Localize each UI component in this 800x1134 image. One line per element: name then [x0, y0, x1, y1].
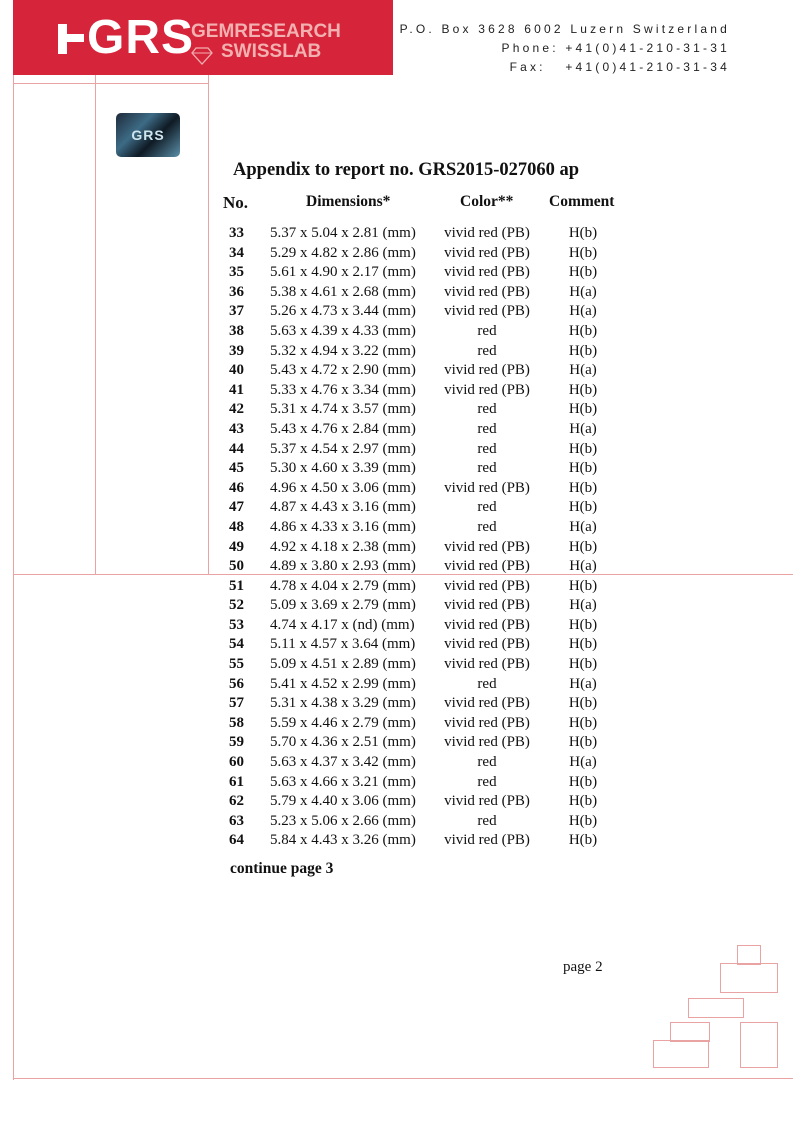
row-dimensions: 5.70 x 4.36 x 2.51 (mm)	[270, 734, 416, 751]
row-comment: H(b)	[568, 244, 598, 261]
row-dimensions: 5.41 x 4.52 x 2.99 (mm)	[270, 675, 416, 692]
row-comment: H(a)	[569, 303, 597, 320]
table-row	[0, 733, 800, 753]
row-comment: H(a)	[569, 362, 597, 379]
row-color: vivid red (PB)	[444, 362, 530, 379]
row-comment: H(a)	[569, 558, 597, 575]
row-color: red	[477, 812, 497, 829]
row-comment: H(b)	[568, 656, 598, 673]
row-dimensions: 5.61 x 4.90 x 2.17 (mm)	[270, 264, 416, 281]
row-number: 58	[229, 714, 244, 731]
row-color: vivid red (PB)	[444, 832, 530, 849]
row-dimensions: 4.96 x 4.50 x 3.06 (mm)	[270, 479, 416, 496]
row-number: 54	[229, 636, 244, 653]
row-number: 44	[229, 440, 244, 457]
table-row	[0, 773, 800, 793]
row-number: 36	[229, 283, 244, 300]
row-dimensions: 5.84 x 4.43 x 3.26 (mm)	[270, 832, 416, 849]
row-comment: H(b)	[568, 832, 598, 849]
row-number: 37	[229, 303, 244, 320]
row-color: vivid red (PB)	[444, 616, 530, 633]
deco-block	[653, 1040, 709, 1068]
row-number: 40	[229, 362, 244, 379]
table-row	[0, 322, 800, 342]
deco-block	[688, 998, 744, 1018]
table-row	[0, 675, 800, 695]
row-color: vivid red (PB)	[444, 636, 530, 653]
row-color: red	[477, 440, 497, 457]
row-comment: H(a)	[569, 420, 597, 437]
row-comment: H(a)	[569, 283, 597, 300]
row-comment: H(b)	[568, 499, 598, 516]
row-comment: H(a)	[569, 754, 597, 771]
row-number: 63	[229, 812, 244, 829]
table-row	[0, 440, 800, 460]
row-number: 42	[229, 401, 244, 418]
table-row	[0, 498, 800, 518]
fax-number: Fax: +41(0)41-210-31-34	[509, 60, 730, 74]
row-color: vivid red (PB)	[444, 244, 530, 261]
table-row	[0, 420, 800, 440]
row-dimensions: 5.11 x 4.57 x 3.64 (mm)	[270, 636, 416, 653]
page-title: Appendix to report no. GRS2015-027060 ap	[233, 160, 580, 180]
row-color: vivid red (PB)	[444, 695, 530, 712]
row-comment: H(b)	[568, 479, 598, 496]
row-dimensions: 5.79 x 4.40 x 3.06 (mm)	[270, 793, 416, 810]
table-row	[0, 400, 800, 420]
row-comment: H(b)	[568, 695, 598, 712]
row-dimensions: 5.38 x 4.61 x 2.68 (mm)	[270, 283, 416, 300]
row-dimensions: 4.86 x 4.33 x 3.16 (mm)	[270, 518, 416, 535]
row-comment: H(b)	[568, 773, 598, 790]
row-comment: H(b)	[568, 381, 598, 398]
table-row	[0, 302, 800, 322]
table-row	[0, 518, 800, 538]
row-comment: H(b)	[568, 440, 598, 457]
row-number: 55	[229, 656, 244, 673]
table-row	[0, 381, 800, 401]
row-comment: H(b)	[568, 401, 598, 418]
row-comment: H(a)	[569, 675, 597, 692]
row-dimensions: 4.87 x 4.43 x 3.16 (mm)	[270, 499, 416, 516]
row-color: vivid red (PB)	[444, 538, 530, 555]
row-color: vivid red (PB)	[444, 303, 530, 320]
table-row	[0, 538, 800, 558]
row-dimensions: 5.31 x 4.74 x 3.57 (mm)	[270, 401, 416, 418]
deco-block	[740, 1022, 778, 1068]
row-color: red	[477, 420, 497, 437]
header-dimensions: Dimensions*	[306, 193, 391, 210]
row-comment: H(b)	[568, 577, 598, 594]
row-comment: H(b)	[568, 322, 598, 339]
table-row	[0, 655, 800, 675]
page-number: page 2	[563, 959, 603, 975]
frame-horizontal-line	[13, 83, 209, 84]
frame-horizontal-bottom	[13, 1078, 793, 1079]
postal-address: P.O. Box 3628 6002 Luzern Switzerland	[399, 22, 730, 36]
row-number: 45	[229, 460, 244, 477]
deco-block	[737, 945, 761, 965]
row-comment: H(b)	[568, 225, 598, 241]
row-dimensions: 5.29 x 4.82 x 2.86 (mm)	[270, 244, 416, 261]
row-number: 46	[229, 479, 244, 496]
row-dimensions: 5.31 x 4.38 x 3.29 (mm)	[270, 695, 416, 712]
contact-address-block	[400, 20, 730, 77]
row-number: 43	[229, 420, 244, 437]
row-color: vivid red (PB)	[444, 793, 530, 810]
row-color: red	[477, 322, 497, 339]
phone-number: Phone: +41(0)41-210-31-31	[501, 41, 730, 55]
logo-line2: SWISSLAB	[221, 41, 322, 62]
row-dimensions: 5.09 x 3.69 x 2.79 (mm)	[270, 597, 416, 614]
header-banner	[13, 0, 393, 75]
header-color: Color**	[460, 193, 514, 210]
table-row	[0, 577, 800, 597]
row-color: red	[477, 675, 497, 692]
table-row	[0, 616, 800, 636]
row-number: 61	[229, 773, 244, 790]
table-row	[0, 244, 800, 264]
table-row	[0, 812, 800, 832]
row-dimensions: 5.32 x 4.94 x 3.22 (mm)	[270, 342, 416, 359]
table-row	[0, 596, 800, 616]
row-comment: H(b)	[568, 793, 598, 810]
row-dimensions: 5.23 x 5.06 x 2.66 (mm)	[270, 812, 416, 829]
row-number: 48	[229, 518, 244, 535]
row-dimensions: 5.37 x 4.54 x 2.97 (mm)	[270, 440, 416, 457]
table-row	[0, 557, 800, 577]
row-dimensions: 5.63 x 4.66 x 3.21 (mm)	[270, 773, 416, 790]
table-row	[0, 753, 800, 773]
row-dimensions: 5.37 x 5.04 x 2.81 (mm)	[270, 225, 416, 241]
row-number: 56	[229, 675, 244, 692]
table-row	[0, 694, 800, 714]
row-color: red	[477, 342, 497, 359]
row-number: 52	[229, 597, 244, 614]
row-color: vivid red (PB)	[444, 714, 530, 731]
row-number: 35	[229, 264, 244, 281]
table-row	[0, 283, 800, 303]
deco-block	[670, 1022, 710, 1042]
row-color: vivid red (PB)	[444, 577, 530, 594]
row-comment: H(a)	[569, 597, 597, 614]
row-dimensions: 5.43 x 4.76 x 2.84 (mm)	[270, 420, 416, 437]
row-number: 59	[229, 734, 244, 751]
row-dimensions: 4.92 x 4.18 x 2.38 (mm)	[270, 538, 416, 555]
row-comment: H(b)	[568, 264, 598, 281]
row-dimensions: 5.43 x 4.72 x 2.90 (mm)	[270, 362, 416, 379]
row-comment: H(b)	[568, 714, 598, 731]
row-number: 53	[229, 616, 244, 633]
row-color: red	[477, 773, 497, 790]
row-dimensions: 5.63 x 4.37 x 3.42 (mm)	[270, 754, 416, 771]
logo-text: GRS	[87, 11, 195, 64]
row-number: 60	[229, 754, 244, 771]
row-color: vivid red (PB)	[444, 264, 530, 281]
row-dimensions: 5.30 x 4.60 x 3.39 (mm)	[270, 460, 416, 477]
table-row	[0, 361, 800, 381]
row-dimensions: 4.89 x 3.80 x 2.93 (mm)	[270, 558, 416, 575]
row-color: vivid red (PB)	[444, 225, 530, 241]
logo-line1: GEMRESEARCH	[191, 21, 341, 42]
row-number: 62	[229, 793, 244, 810]
grs-logo-mark-icon	[58, 24, 84, 54]
row-number: 64	[229, 832, 244, 849]
row-comment: H(a)	[569, 518, 597, 535]
row-comment: H(b)	[568, 734, 598, 751]
table-row	[0, 714, 800, 734]
row-number: 47	[229, 499, 244, 516]
table-row	[0, 635, 800, 655]
diamond-icon	[190, 47, 214, 65]
table-row	[0, 459, 800, 479]
row-color: vivid red (PB)	[444, 656, 530, 673]
row-color: red	[477, 518, 497, 535]
row-number: 38	[229, 322, 244, 339]
table-row	[0, 342, 800, 362]
table-row	[0, 479, 800, 499]
row-comment: H(b)	[568, 636, 598, 653]
row-color: red	[477, 754, 497, 771]
table-row	[0, 263, 800, 283]
stone-table	[0, 224, 800, 851]
row-dimensions: 5.59 x 4.46 x 2.79 (mm)	[270, 714, 416, 731]
row-color: vivid red (PB)	[444, 597, 530, 614]
row-color: vivid red (PB)	[444, 479, 530, 496]
row-dimensions: 5.33 x 4.76 x 3.34 (mm)	[270, 381, 416, 398]
row-comment: H(b)	[568, 342, 598, 359]
header-comment: Comment	[549, 193, 615, 210]
row-comment: H(b)	[568, 812, 598, 829]
row-color: vivid red (PB)	[444, 558, 530, 575]
row-color: vivid red (PB)	[444, 381, 530, 398]
row-color: red	[477, 401, 497, 418]
row-dimensions: 4.74 x 4.17 x (nd) (mm)	[270, 616, 415, 633]
row-comment: H(b)	[568, 616, 598, 633]
table-row	[0, 792, 800, 812]
row-dimensions: 5.63 x 4.39 x 4.33 (mm)	[270, 322, 416, 339]
row-number: 50	[229, 558, 244, 575]
row-color: red	[477, 499, 497, 516]
row-number: 39	[229, 342, 244, 359]
row-number: 57	[229, 695, 244, 712]
row-comment: H(b)	[568, 460, 598, 477]
row-comment: H(b)	[568, 538, 598, 555]
row-number: 34	[229, 244, 244, 261]
row-color: vivid red (PB)	[444, 283, 530, 300]
continue-note: continue page 3	[230, 860, 334, 877]
header-no: No.	[223, 193, 249, 212]
deco-block	[720, 963, 778, 993]
table-row	[0, 224, 800, 244]
row-color: red	[477, 460, 497, 477]
table-row	[0, 831, 800, 851]
row-dimensions: 4.78 x 4.04 x 2.79 (mm)	[270, 577, 416, 594]
row-dimensions: 5.09 x 4.51 x 2.89 (mm)	[270, 656, 416, 673]
row-number: 49	[229, 538, 244, 555]
row-number: 41	[229, 381, 244, 398]
row-color: vivid red (PB)	[444, 734, 530, 751]
row-number: 51	[229, 577, 244, 594]
hologram-seal: GRS	[116, 113, 180, 157]
row-dimensions: 5.26 x 4.73 x 3.44 (mm)	[270, 303, 416, 320]
row-number: 33	[229, 225, 244, 241]
